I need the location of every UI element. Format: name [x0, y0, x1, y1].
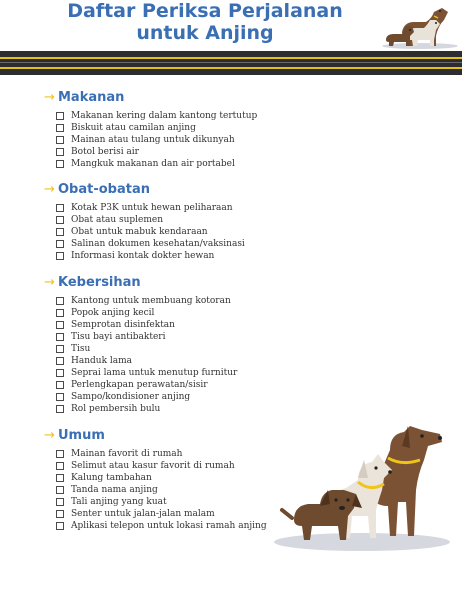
checkbox[interactable]	[56, 345, 64, 353]
item-label: Kalung tambahan	[71, 473, 152, 483]
list-item	[56, 214, 284, 226]
checkbox[interactable]	[56, 160, 64, 168]
checkbox[interactable]	[56, 510, 64, 518]
item-label: Semprotan disinfektan	[71, 320, 175, 330]
section-header	[44, 428, 284, 444]
checkbox[interactable]	[56, 216, 64, 224]
section-title: Umum	[58, 428, 105, 443]
checklist	[44, 110, 284, 170]
list-item	[56, 508, 284, 520]
checklist	[44, 202, 284, 262]
checklist	[44, 448, 284, 532]
section-header	[44, 275, 284, 291]
list-item	[56, 343, 284, 355]
checkbox[interactable]	[56, 462, 64, 470]
list-item	[56, 202, 284, 214]
section-header	[44, 90, 284, 106]
item-label: Sampo/kondisioner anjing	[71, 392, 191, 402]
item-label: Biskuit atau camilan anjing	[71, 123, 196, 133]
list-item	[56, 134, 284, 146]
item-label: Senter untuk jalan-jalan malam	[71, 509, 215, 519]
list-item	[56, 146, 284, 158]
title-line-2: untuk Anjing	[136, 22, 274, 44]
checkbox[interactable]	[56, 240, 64, 248]
list-item	[56, 158, 284, 170]
arrow-right-icon: →	[44, 90, 55, 105]
item-label: Tanda nama anjing	[71, 485, 158, 495]
title-line-1: Daftar Periksa Perjalanan	[67, 0, 343, 22]
item-label: Tisu bayi antibakteri	[71, 332, 166, 342]
list-item	[56, 379, 284, 391]
list-item	[56, 250, 284, 262]
item-label: Rol pembersih bulu	[71, 404, 161, 414]
list-item	[56, 496, 284, 508]
item-label: Mainan favorit di rumah	[71, 449, 183, 459]
checkbox[interactable]	[56, 474, 64, 482]
checkbox[interactable]	[56, 297, 64, 305]
item-label: Perlengkapan perawatan/sisir	[71, 380, 208, 390]
list-item	[56, 110, 284, 122]
checkbox[interactable]	[56, 369, 64, 377]
road-stripe-divider	[0, 51, 462, 75]
item-label: Kotak P3K untuk hewan peliharaan	[71, 203, 233, 213]
checkbox[interactable]	[56, 309, 64, 317]
item-label: Salinan dokumen kesehatan/vaksinasi	[71, 239, 245, 249]
list-item	[56, 307, 284, 319]
section-makanan	[44, 90, 284, 170]
item-label: Obat untuk mabuk kendaraan	[71, 227, 208, 237]
checkbox[interactable]	[56, 321, 64, 329]
dogs-header-illustration	[376, 2, 460, 50]
checkbox[interactable]	[56, 228, 64, 236]
section-title: Kebersihan	[58, 275, 141, 290]
item-label: Informasi kontak dokter hewan	[71, 251, 215, 261]
list-item	[56, 226, 284, 238]
checkbox[interactable]	[56, 124, 64, 132]
checkbox[interactable]	[56, 393, 64, 401]
checkbox[interactable]	[56, 357, 64, 365]
page-title	[60, 0, 350, 44]
item-label: Tisu	[71, 344, 91, 354]
checkbox[interactable]	[56, 136, 64, 144]
list-item	[56, 355, 284, 367]
item-label: Mangkuk makanan dan air portabel	[71, 159, 235, 169]
item-label: Botol berisi air	[71, 147, 139, 157]
list-item	[56, 403, 284, 415]
section-title: Makanan	[58, 90, 125, 105]
section-obat-obatan	[44, 182, 284, 262]
section-title: Obat-obatan	[58, 182, 150, 197]
item-label: Seprai lama untuk menutup furnitur	[71, 368, 238, 378]
list-item	[56, 238, 284, 250]
section-kebersihan	[44, 275, 284, 415]
item-label: Selimut atau kasur favorit di rumah	[71, 461, 235, 471]
checkbox[interactable]	[56, 381, 64, 389]
arrow-right-icon: →	[44, 275, 55, 290]
checkbox[interactable]	[56, 486, 64, 494]
checkbox[interactable]	[56, 498, 64, 506]
arrow-right-icon: →	[44, 182, 55, 197]
list-item	[56, 448, 284, 460]
dogs-illustration	[272, 420, 450, 552]
list-item	[56, 391, 284, 403]
checkbox[interactable]	[56, 148, 64, 156]
list-item	[56, 295, 284, 307]
item-label: Popok anjing kecil	[71, 308, 155, 318]
list-item	[56, 484, 284, 496]
item-label: Kantong untuk membuang kotoran	[71, 296, 231, 306]
item-label: Aplikasi telepon untuk lokasi ramah anjing	[71, 521, 267, 531]
list-item	[56, 460, 284, 472]
item-label: Makanan kering dalam kantong tertutup	[71, 111, 258, 121]
checklist	[44, 295, 284, 415]
list-item	[56, 331, 284, 343]
checkbox[interactable]	[56, 204, 64, 212]
section-umum	[44, 428, 284, 532]
checkbox[interactable]	[56, 112, 64, 120]
item-label: Mainan atau tulang untuk dikunyah	[71, 135, 235, 145]
item-label: Obat atau suplemen	[71, 215, 164, 225]
arrow-right-icon: →	[44, 428, 55, 443]
list-item	[56, 319, 284, 331]
list-item	[56, 472, 284, 484]
item-label: Handuk lama	[71, 356, 133, 366]
section-header	[44, 182, 284, 198]
list-item	[56, 367, 284, 379]
checkbox[interactable]	[56, 252, 64, 260]
list-item	[56, 122, 284, 134]
checkbox[interactable]	[56, 405, 64, 413]
checkbox[interactable]	[56, 450, 64, 458]
checkbox[interactable]	[56, 522, 64, 530]
checkbox[interactable]	[56, 333, 64, 341]
item-label: Tali anjing yang kuat	[71, 497, 167, 507]
list-item	[56, 520, 284, 532]
